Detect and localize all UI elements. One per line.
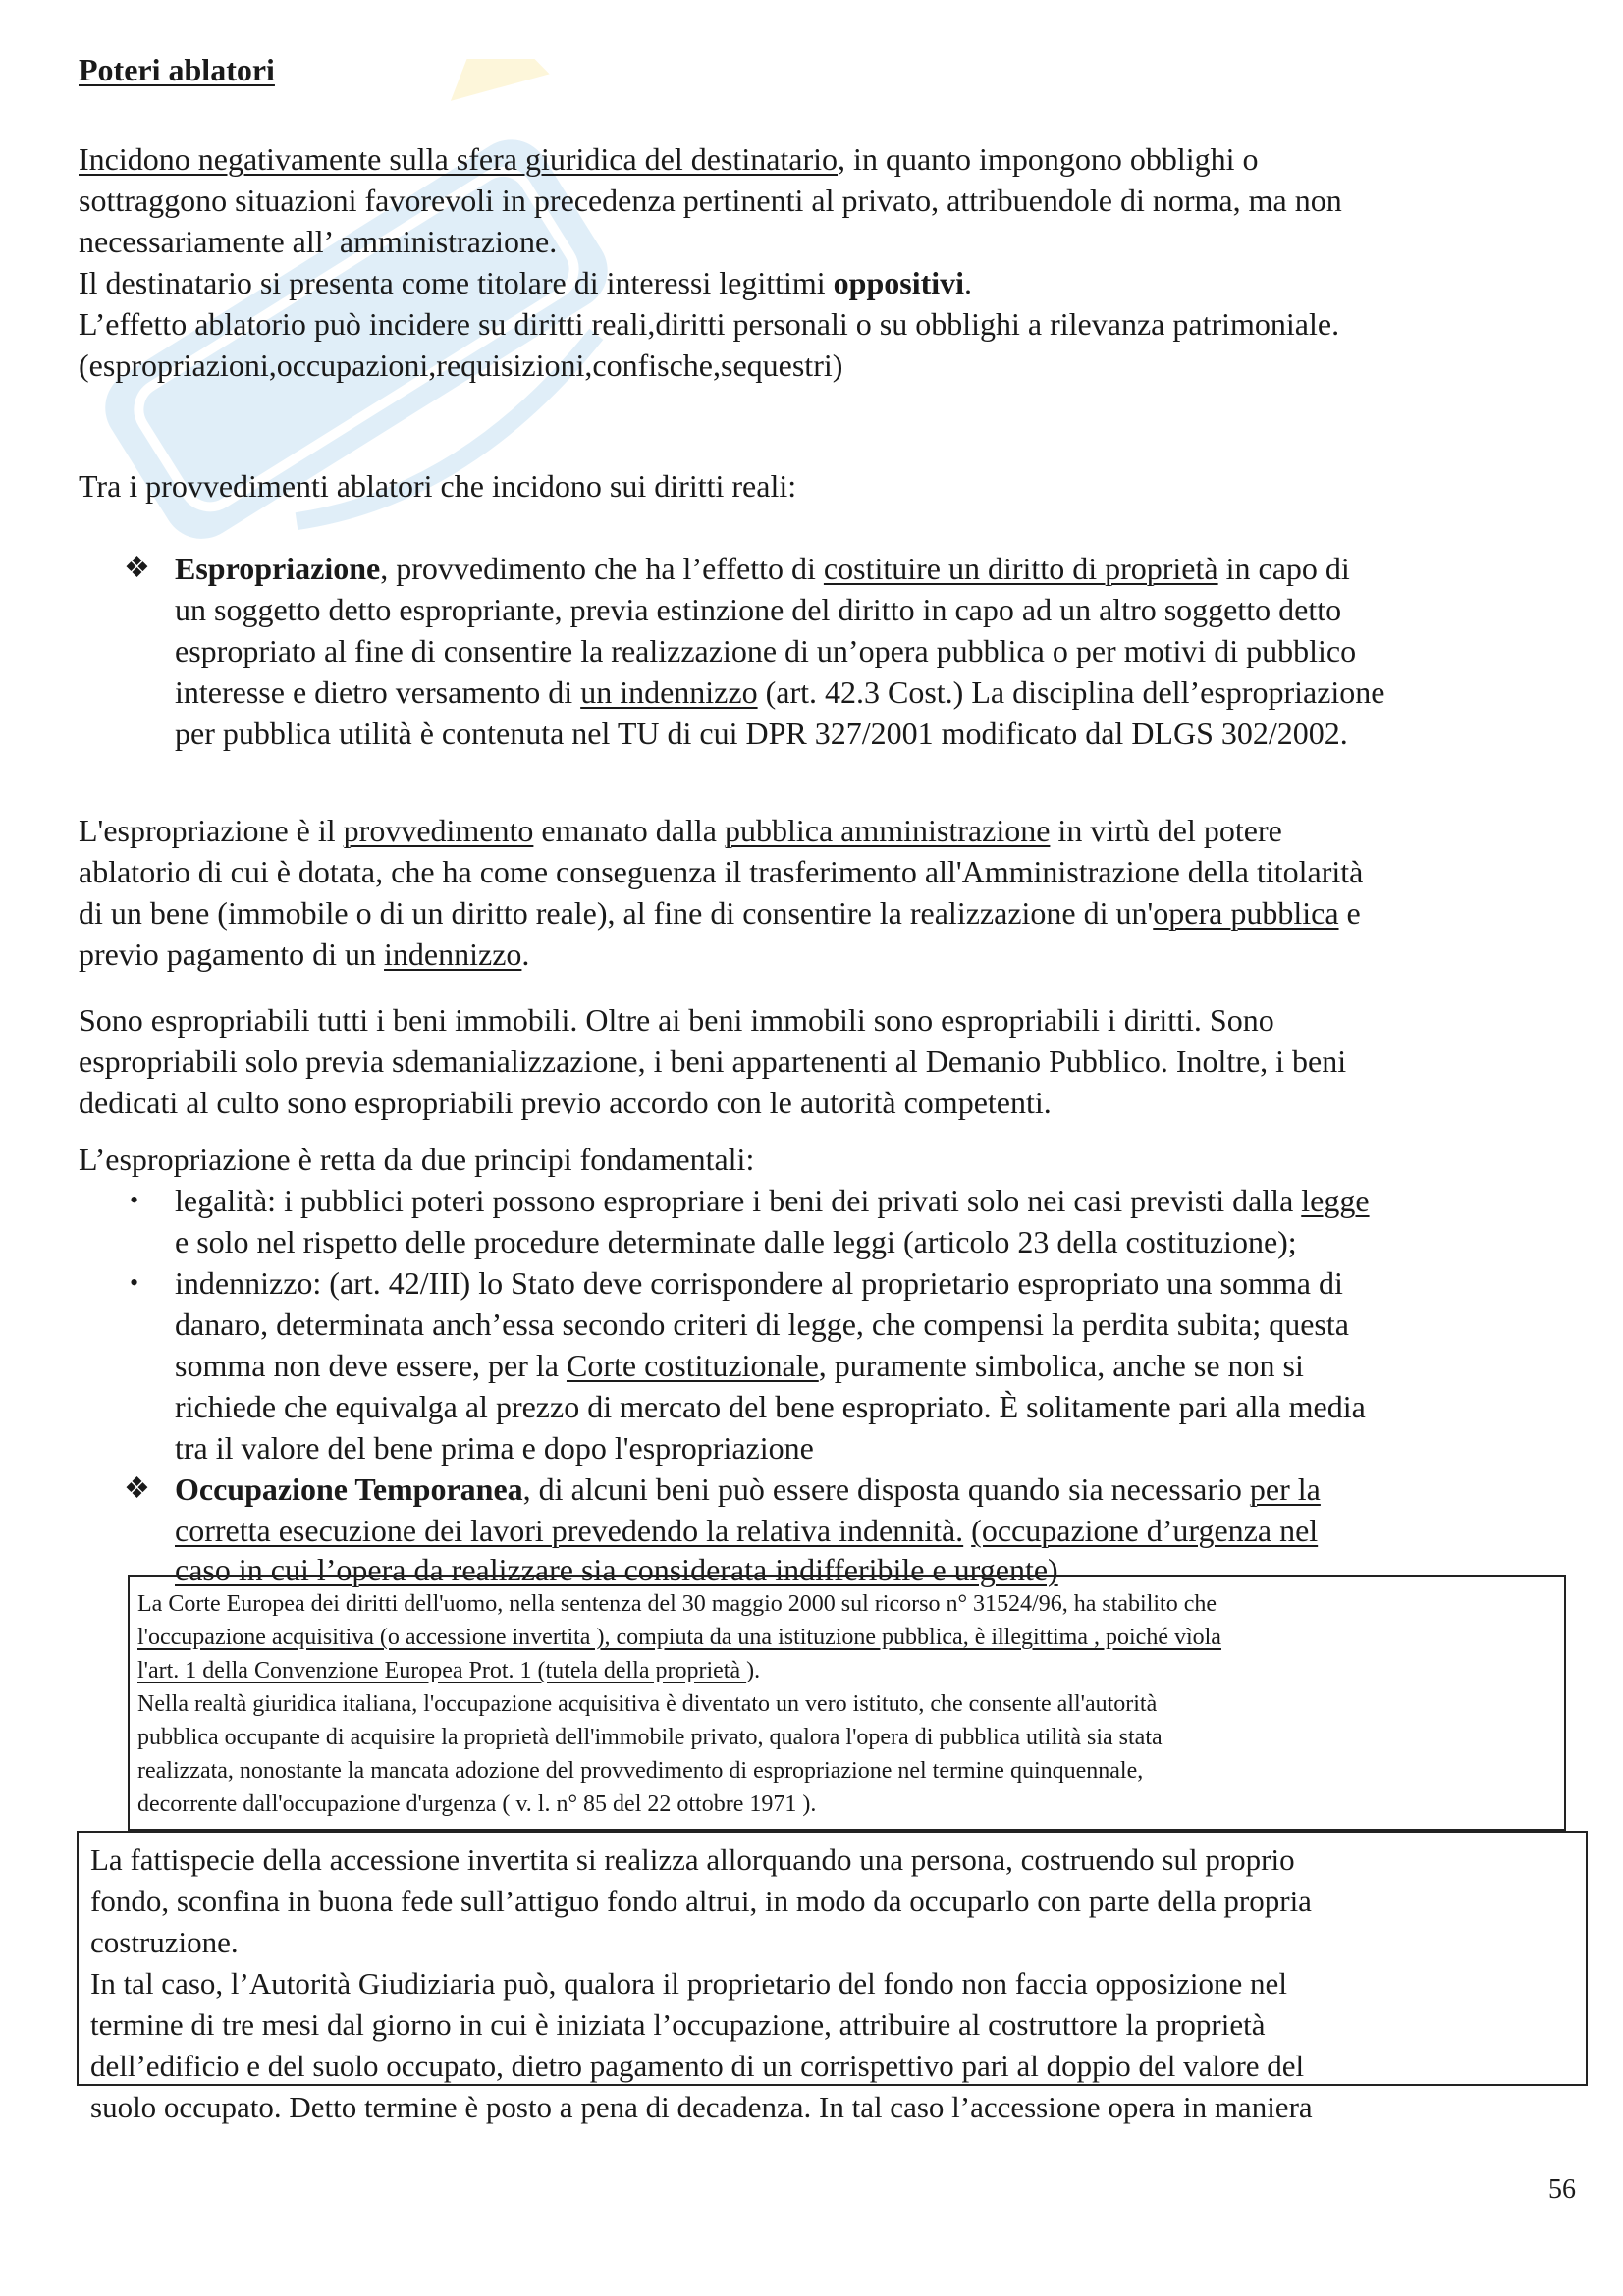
para2-line-3: di un bene (immobile o di un diritto reale), al fine di consentire la realizzazione di un'opera pubblica e (79, 895, 1361, 931)
diamond-bullet-icon: ❖ (124, 552, 150, 584)
box1-line-6: realizzata, nonostante la mancata adozione del provvedimento di espropriazione nel termine quinquennale, (137, 1758, 1144, 1784)
indennizzo-line-4: richiede che equivalga al prezzo di mercato del bene espropriato. È solitamente pari alla media (175, 1389, 1366, 1424)
legalita-line-1: legalità: i pubblici poteri possono espropriare i beni dei privati solo nei casi previsti dalla legge (175, 1183, 1370, 1218)
intro-line-2: sottraggono situazioni favorevoli in precedenza pertinenti al privato, attribuendole di norma, ma non (79, 183, 1342, 218)
box1-line-5: pubblica occupante di acquisire la proprietà dell'immobile privato, qualora l'opera di pubblica utilità sia stata (137, 1725, 1163, 1750)
para3-line-3: dedicati al culto sono espropriabili previo accordo con le autorità competenti. (79, 1085, 1052, 1120)
box2-line-7: suolo occupato. Detto termine è posto a pena di decadenza. In tal caso l’accessione opera in maniera (90, 2090, 1313, 2124)
indennizzo-line-1: indennizzo: (art. 42/III) lo Stato deve corrispondere al proprietario espropriato una somma di (175, 1265, 1343, 1301)
box1-line-2: l'occupazione acquisitiva (o accessione invertita ), compiuta da una istituzione pubblica, è illegittima , poiché vìola (137, 1625, 1221, 1650)
occ-line-3: caso in cui l’opera da realizzare sia considerata indifferibile e urgente) (175, 1552, 1058, 1587)
diamond-bullet-icon: ❖ (124, 1472, 150, 1505)
box2-line-4: In tal caso, l’Autorità Giudiziaria può, qualora il proprietario del fondo non faccia opposizione nel (90, 1966, 1287, 2001)
dot-bullet-icon: • (130, 1268, 139, 1297)
box2-line-5: termine di tre mesi dal giorno in cui è iniziata l’occupazione, attribuire al costruttore la proprietà (90, 2007, 1266, 2042)
intro-line-5: L’effetto ablatorio può incidere su diritti reali,diritti personali o su obblighi a rilevanza patrimoniale. (79, 306, 1340, 342)
legalita-line-2: e solo nel rispetto delle procedure determinate dalle leggi (articolo 23 della costituzione); (175, 1224, 1297, 1259)
box1-line-1: La Corte Europea dei diritti dell'uomo, nella sentenza del 30 maggio 2000 sul ricorso n° 31524/96, ha stabilito che (137, 1591, 1217, 1617)
intro-line-1: Incidono negativamente sulla sfera giuridica del destinatario, in quanto impongono obblighi o (79, 141, 1259, 177)
esp-line-2: un soggetto detto espropriante, previa estinzione del diritto in capo ad un altro soggetto detto (175, 592, 1342, 627)
esp-line-5: per pubblica utilità è contenuta nel TU di cui DPR 327/2001 modificato dal DLGS 302/2002. (175, 716, 1348, 751)
esp-line-3: espropriato al fine di consentire la realizzazione di un’opera pubblica o per motivi di pubblico (175, 633, 1357, 668)
indennizzo-line-5: tra il valore del bene prima e dopo l'espropriazione (175, 1430, 814, 1466)
box2-line-1: La fattispecie della accessione invertita si realizza allorquando una persona, costruendo sul proprio (90, 1842, 1295, 1877)
occ-line-1: Occupazione Temporanea, di alcuni beni può essere disposta quando sia necessario per la (175, 1471, 1321, 1507)
para3-line-1: Sono espropriabili tutti i beni immobili. Oltre ai beni immobili sono espropriabili i diritti. Sono (79, 1002, 1274, 1038)
page-title: Poteri ablatori (79, 52, 275, 87)
intro-line-4: Il destinatario si presenta come titolare di interessi legittimi oppositivi. (79, 265, 973, 300)
indennizzo-line-2: danaro, determinata anch’essa secondo criteri di legge, che compensi la perdita subita; questa (175, 1307, 1349, 1342)
intro-line-3: necessariamente all’ amministrazione. (79, 224, 558, 259)
intro-line-6: (espropriazioni,occupazioni,requisizioni,confische,sequestri) (79, 347, 843, 383)
dot-bullet-icon: • (130, 1186, 139, 1214)
section-intro: Tra i provvedimenti ablatori che incidono sui diritti reali: (79, 468, 797, 504)
box1-line-4: Nella realtà giuridica italiana, l'occupazione acquisitiva è diventato un vero istituto, che consente all'autorità (137, 1691, 1158, 1717)
indennizzo-line-3: somma non deve essere, per la Corte costituzionale, puramente simbolica, anche se non si (175, 1348, 1304, 1383)
para2-line-4: previo pagamento di un indennizzo. (79, 936, 530, 972)
occ-line-2: corretta esecuzione dei lavori prevedendo la relativa indennità. (occupazione d’urgenza nel (175, 1513, 1319, 1548)
para2-line-2: ablatorio di cui è dotata, che ha come conseguenza il trasferimento all'Amministrazione della titolarità (79, 854, 1364, 889)
para3-line-2: espropriabili solo previa sdemanializzazione, i beni appartenenti al Demanio Pubblico. Inoltre, i beni (79, 1043, 1347, 1079)
esp-line-4: interesse e dietro versamento di un indennizzo (art. 42.3 Cost.) La disciplina dell’espropriazione (175, 674, 1385, 710)
box2-line-3: costruzione. (90, 1925, 239, 1959)
esp-line-1: Espropriazione, provvedimento che ha l’effetto di costituire un diritto di proprietà in capo di (175, 551, 1350, 586)
page-number: 56 (1548, 2174, 1576, 2205)
box1-line-3: l'art. 1 della Convenzione Europea Prot. 1 (tutela della proprietà ). (137, 1658, 761, 1683)
para2-line-1: L'espropriazione è il provvedimento emanato dalla pubblica amministrazione in virtù del potere (79, 813, 1282, 848)
box2-line-6: dell’edificio e del suolo occupato, dietro pagamento di un corrispettivo pari al doppio del valore del (90, 2049, 1305, 2083)
box2-line-2: fondo, sconfina in buona fede sull’attiguo fondo altrui, in modo da occuparlo con parte della propria (90, 1884, 1312, 1918)
principi-intro: L’espropriazione è retta da due principi fondamentali: (79, 1142, 755, 1177)
box1-line-7: decorrente dall'occupazione d'urgenza ( v. l. n° 85 del 22 ottobre 1971 ). (137, 1791, 817, 1817)
